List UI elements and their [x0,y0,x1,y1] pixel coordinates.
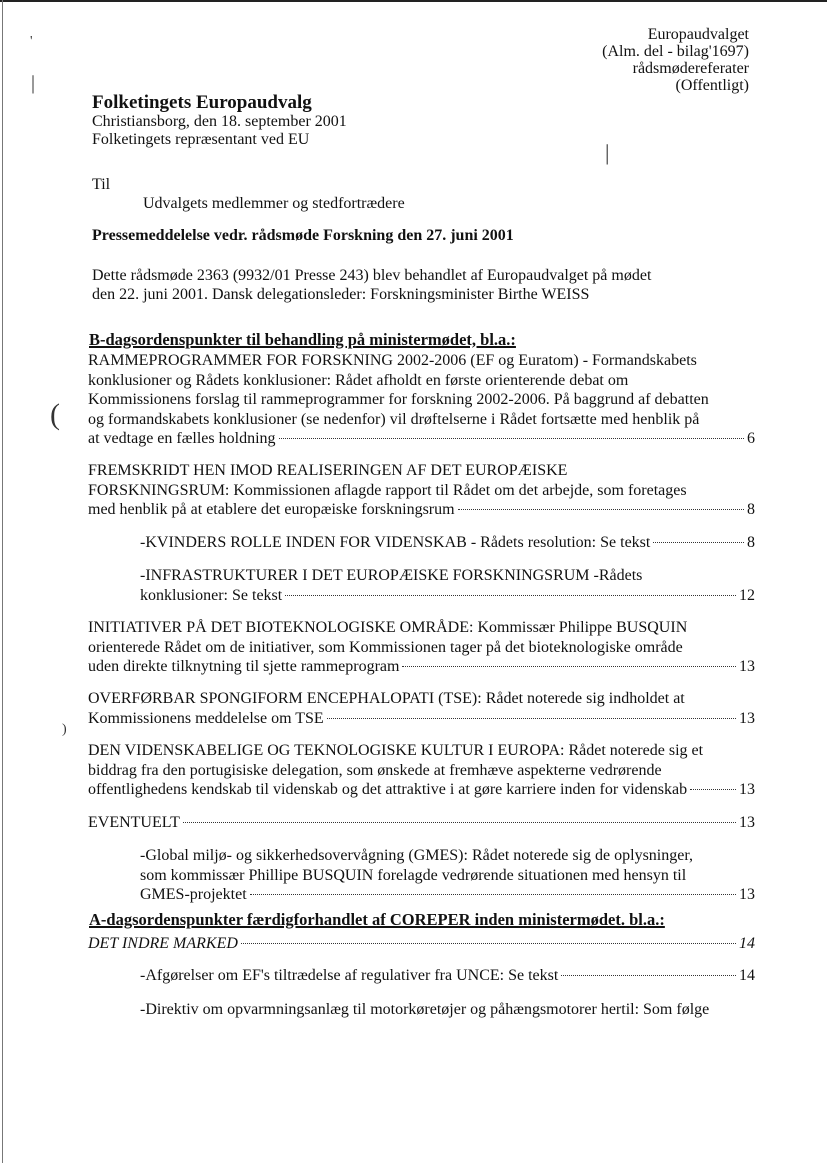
toc-item: DET INDRE MARKED 14 [88,935,755,952]
leader-dots [402,666,736,667]
toc-item: -INFRASTRUKTURER I DET EUROPÆISKE FORSKNINGSRUM -Rådets konklusioner: Se tekst 12 [140,567,755,604]
toc-item: INITIATIVER PÅ DET BIOTEKNOLOGISKE OMRÅDE: Kommissær Philippe BUSQUIN orienterede Rådet om de initiativer, som Kommissionen tager på det bioteknologiske område uden direkte tilknytning til sjette rammeprogram 13 [88,619,755,675]
margin-mark: ) [62,722,67,737]
margin-mark: ' [30,34,33,49]
section-a-heading: A-dagsordenspunkter færdigforhandlet af COREPER inden ministermødet. bl.a.: [89,910,665,929]
page-number: 14 [739,967,755,984]
page-number: 13 [739,814,755,831]
page-number: 13 [739,886,755,903]
page-number: 13 [739,658,755,675]
recipient-line: Udvalgets medlemmer og stedfortrædere [143,195,405,212]
page-number: 6 [747,430,755,447]
leader-dots [183,822,736,823]
section-b-heading: B-dagsordenspunkter til behandling på ministermødet, bl.a.: [89,330,516,349]
leader-dots [458,509,744,510]
leader-dots [285,595,736,596]
toc-item: -KVINDERS ROLLE INDEN FOR VIDENSKAB - Rådets resolution: Se tekst 8 [140,534,755,551]
toc-item: -Direktiv om opvarmningsanlæg til motorkøretøjer og påhængsmotorer hertil: Som følge [140,1001,710,1018]
margin-mark: ( [50,398,60,431]
leader-dots [690,789,736,790]
leader-dots [279,438,744,439]
margin-mark: | [31,72,36,94]
document-reference: Europaudvalget (Alm. del - bilag'1697) rådsmødereferater (Offentligt) [602,26,749,94]
intro-text: Dette rådsmøde 2363 (9932/01 Presse 243) blev behandlet af Europaudvalget på mødet den 22. juni 2001. Dansk delegationsleder: Forskningsminister Birthe WEISS [92,267,652,304]
toc-item: EVENTUELT 13 [88,814,755,831]
scan-top-edge [0,0,827,2]
scan-left-edge [2,0,3,1163]
page-number: 8 [747,501,755,518]
toc-item: -Global miljø- og sikkerhedsovervågning (GMES): Rådet noterede sig de oplysninger, som kommissær Phillipe BUSQUIN forelagde vedrørende situationen med hensyn til GMES-projektet 13 [140,847,755,903]
sender-line: Christiansborg, den 18. september 2001 [92,113,347,130]
leader-dots [241,943,736,944]
page-number: 13 [739,781,755,798]
leader-dots [653,542,744,543]
toc-item: FREMSKRIDT HEN IMOD REALISERINGEN AF DET EUROPÆISKE FORSKNINGSRUM: Kommissionen aflagde rapport til Rådet om det arbejde, som foretages med henblik på at etablere det europæiske forskningsrum 8 [88,462,755,518]
leader-dots [327,718,736,719]
toc-item: DEN VIDENSKABELIGE OG TEKNOLOGISKE KULTUR I EUROPA: Rådet noterede sig et biddrag fra den portugisiske delegation, som ønskede at fremhæve aspekterne vedrørende offentlighedens kendskab til videnskab og det attraktive i at gøre karriere inden for videnskab 13 [88,742,755,798]
sender-title: Folketingets Europaudvalg [92,92,312,113]
page-number: 13 [739,709,755,727]
toc-item: -Afgørelser om EF's tiltrædelse af regulativer fra UNCE: Se tekst 14 [140,967,755,984]
recipient-til: Til [92,176,111,193]
page-number: 12 [739,586,755,604]
leader-dots [250,894,736,895]
toc-item: RAMMEPROGRAMMER FOR FORSKNING 2002-2006 (EF og Euratom) - Formandskabets konklusioner og Rådets konklusioner: Rådet afholdt en første orienterende debat om Kommissionens forslag til rammeprogrammer for forskning 2002-2006. På baggrund af debatten og formandskabets konklusioner (se nedenfor) vil drøftelserne i Rådet fortsætte med henblik på at vedtage en fælles holdning 6 [88,352,755,447]
sender-line: Folketingets repræsentant ved EU [92,131,310,148]
page-number: 8 [747,534,755,551]
leader-dots [561,975,736,976]
sender-block [92,93,347,149]
subject: Pressemeddelelse vedr. rådsmøde Forskning den 27. juni 2001 [92,227,514,244]
margin-mark: | [605,140,610,165]
toc-item: OVERFØRBAR SPONGIFORM ENCEPHALOPATI (TSE): Rådet noterede sig indholdet at Kommissionens meddelelse om TSE 13 [88,690,755,727]
page-number: 14 [739,935,755,952]
